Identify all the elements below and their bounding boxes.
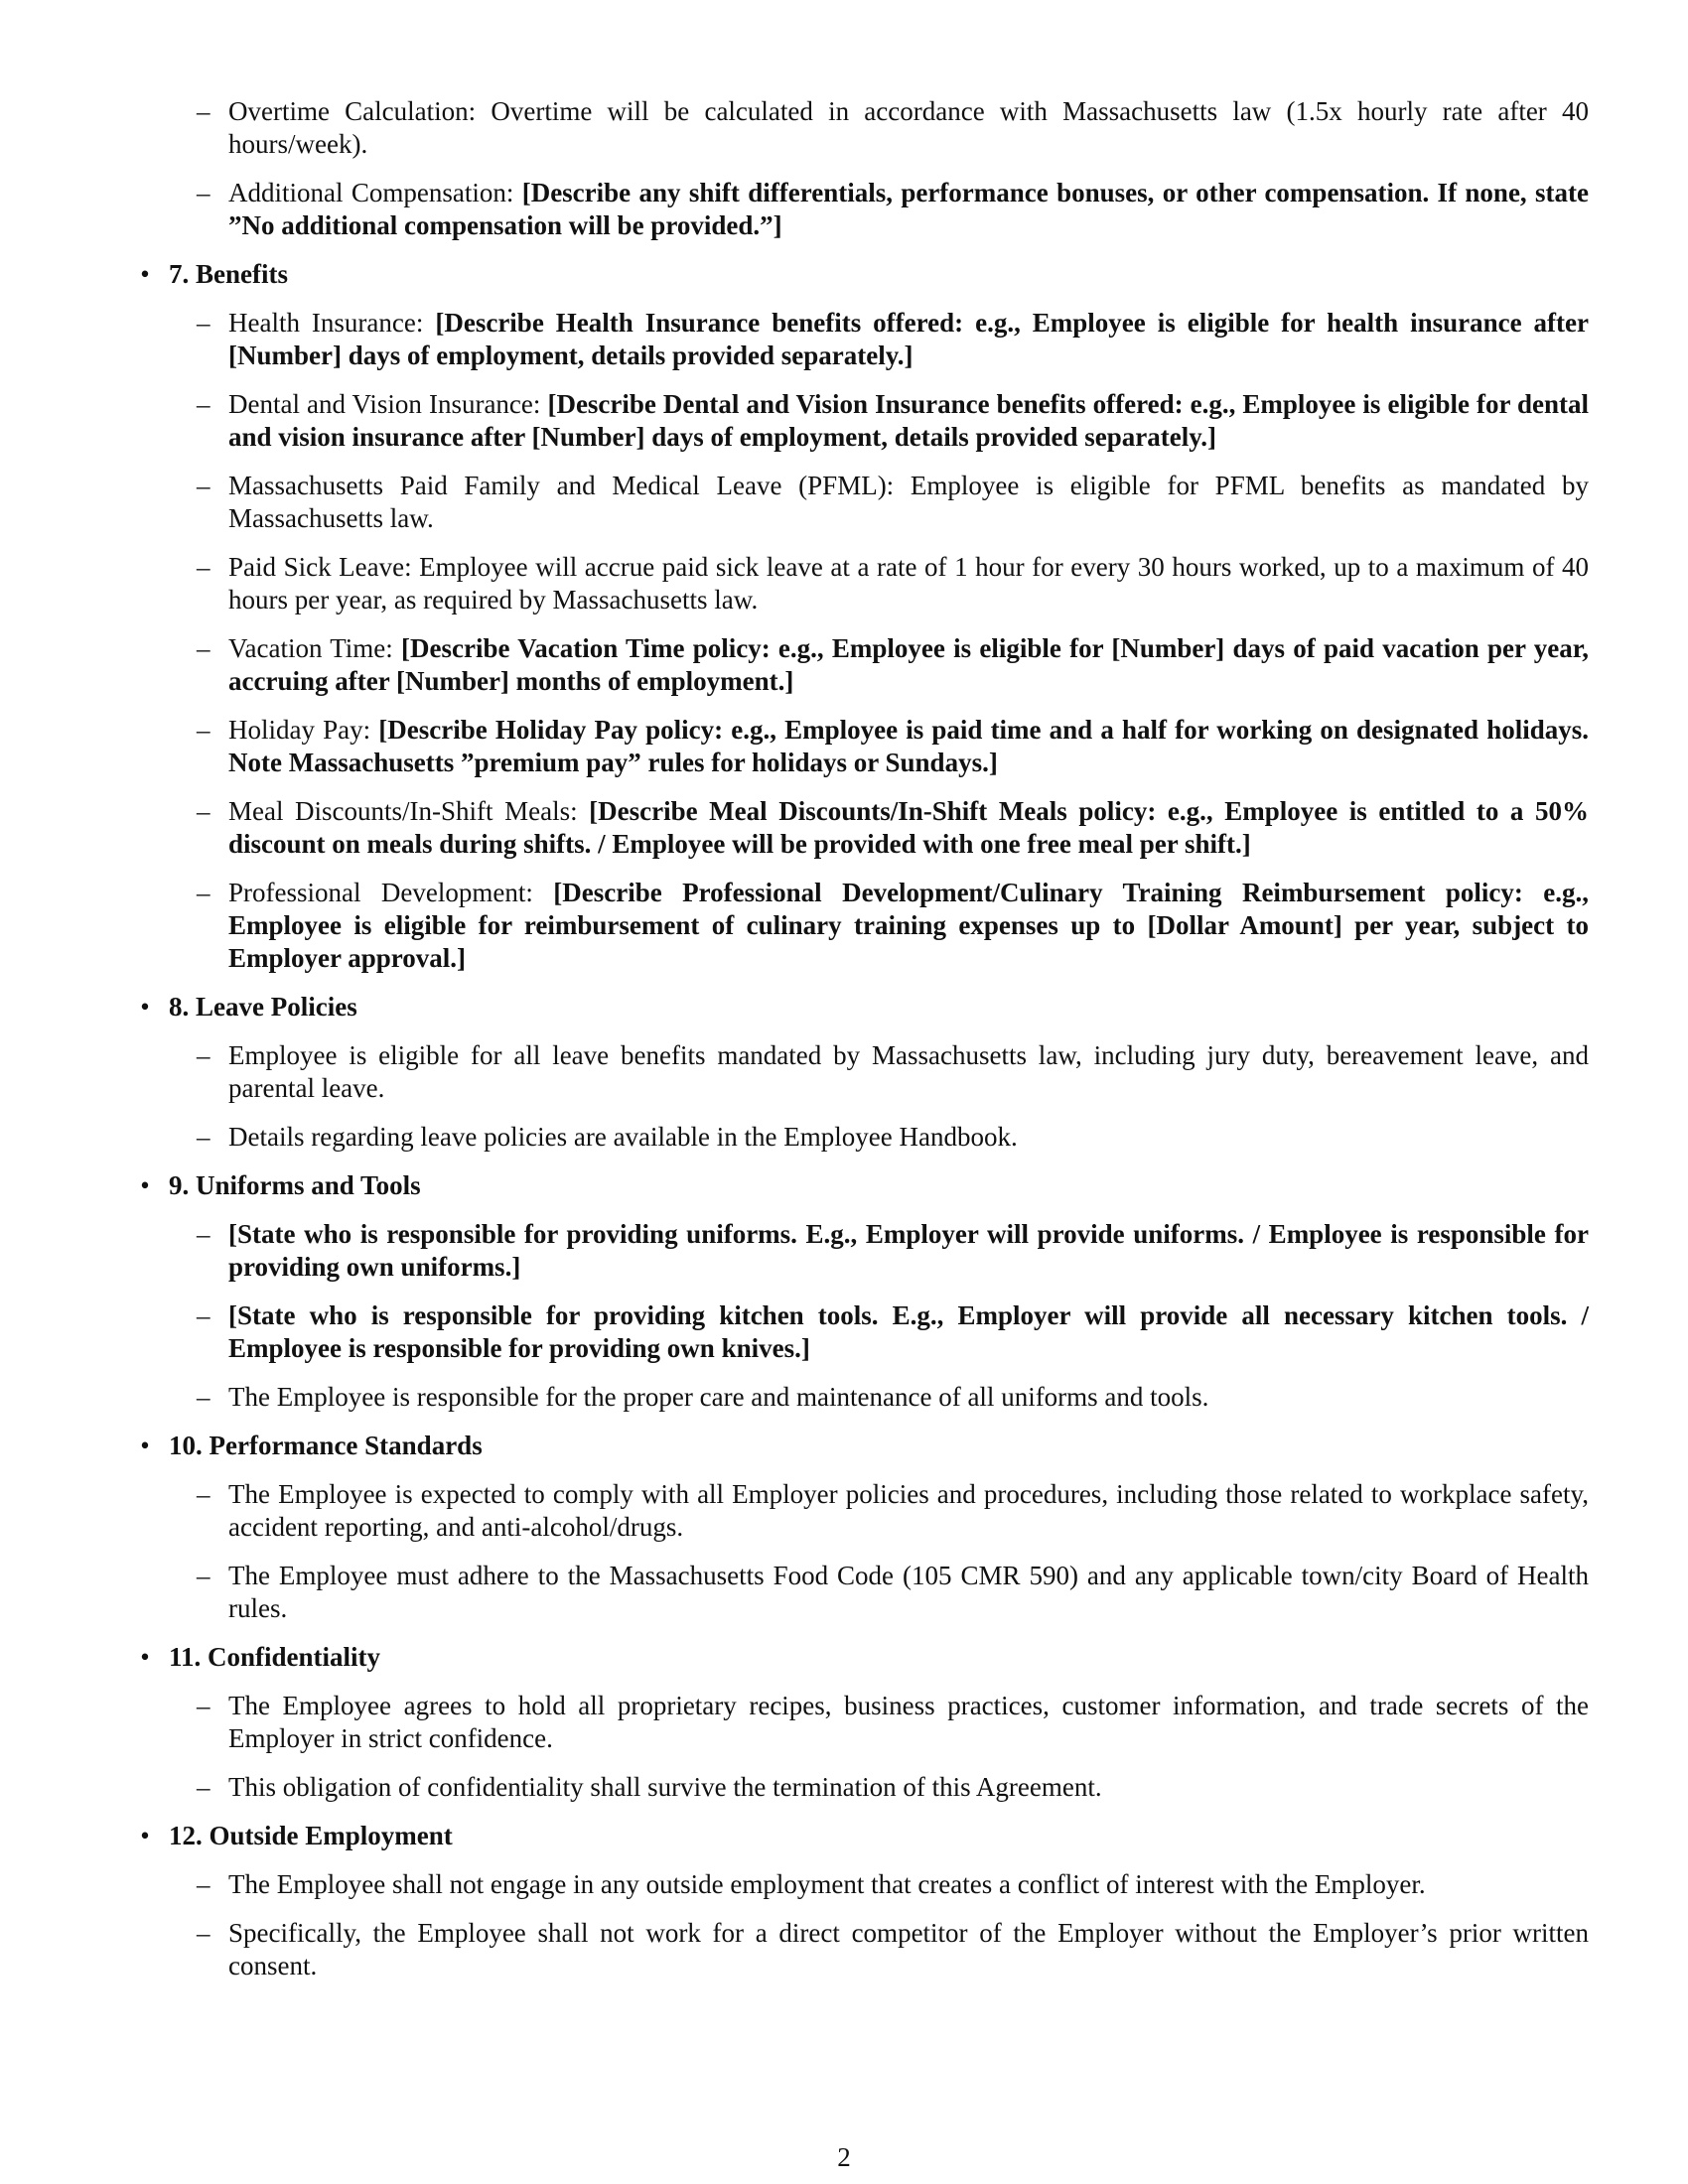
list-item — [135, 632, 1589, 698]
item-text: [Describe Vacation Time policy: e.g., Employee is eligible for [Number] days of paid vacation per year, accruing after [Number] months of employment.] — [228, 633, 1590, 696]
item-list — [135, 1478, 1589, 1625]
item-label: Vacation Time: — [228, 633, 393, 663]
item-label: Paid Sick Leave: — [228, 552, 412, 582]
item-text: [Describe Health Insurance benefits offered: e.g., Employee is eligible for health insurance after [Number] days of employment, details provided separately.] — [228, 308, 1590, 370]
dash-icon: – — [197, 878, 211, 907]
list-item — [135, 388, 1589, 454]
item-text: The Employee shall not engage in any outside employment that creates a conflict of interest with the Employer. — [228, 1869, 1426, 1899]
dash-icon: – — [197, 1479, 211, 1509]
item-text: [Describe Dental and Vision Insurance benefits offered: e.g., Employee is eligible for dental and vision insurance after [Number] days of employment, details provided separately.] — [228, 389, 1590, 452]
item-list — [135, 1218, 1589, 1414]
bullet-icon: • — [140, 1431, 150, 1460]
section-heading-text: 12. Outside Employment — [169, 1821, 453, 1850]
list-item — [135, 95, 1589, 161]
item-text: The Employee must adhere to the Massachusetts Food Code (105 CMR 590) and any applicable town/city Board of Health rules. — [228, 1561, 1589, 1623]
list-item — [135, 1771, 1589, 1804]
list-item — [135, 795, 1589, 861]
bullet-icon: • — [140, 1170, 150, 1200]
list-item — [135, 1299, 1589, 1365]
section-heading — [135, 1169, 1589, 1202]
document-body — [135, 95, 1589, 1998]
dash-icon: – — [197, 471, 211, 500]
section-heading-text: 10. Performance Standards — [169, 1431, 483, 1460]
section — [135, 1820, 1589, 1982]
list-item — [135, 177, 1589, 242]
section-heading — [135, 1820, 1589, 1852]
dash-icon: – — [197, 1219, 211, 1249]
section — [135, 991, 1589, 1154]
bullet-icon: • — [140, 1821, 150, 1850]
item-list — [135, 1690, 1589, 1804]
list-item — [135, 307, 1589, 372]
section-heading-text: 11. Confidentiality — [169, 1642, 381, 1672]
list-item — [135, 1218, 1589, 1284]
item-text: This obligation of confidentiality shall survive the termination of this Agreement. — [228, 1772, 1102, 1802]
dash-icon: – — [197, 178, 211, 207]
dash-icon: – — [197, 1772, 211, 1802]
list-item — [135, 1868, 1589, 1901]
item-text: Details regarding leave policies are available in the Employee Handbook. — [228, 1122, 1018, 1152]
section-heading-text: 8. Leave Policies — [169, 992, 357, 1022]
dash-icon: – — [197, 1122, 211, 1152]
item-text: The Employee is responsible for the proper care and maintenance of all uniforms and tools. — [228, 1382, 1209, 1412]
item-text: The Employee agrees to hold all proprietary recipes, business practices, customer information, and trade secrets of the Employer in strict confidence. — [228, 1691, 1589, 1753]
item-text: Massachusetts Paid Family and Medical Leave (PFML): Employee is eligible for PFML benefits as mandated by Massachusetts law. — [228, 471, 1589, 533]
item-text: [Describe any shift differentials, performance bonuses, or other compensation. If none, state ”No additional compensation will be provided.”] — [228, 178, 1590, 240]
list-item — [135, 714, 1589, 779]
item-text: Employee is eligible for all leave benefits mandated by Massachusetts law, including jury duty, bereavement leave, and parental leave. — [228, 1040, 1589, 1103]
section-heading — [135, 1641, 1589, 1674]
list-item — [135, 1039, 1589, 1105]
item-label: Holiday Pay: — [228, 715, 371, 745]
section — [135, 95, 1589, 242]
section — [135, 1169, 1589, 1414]
item-text: [Describe Meal Discounts/In-Shift Meals policy: e.g., Employee is entitled to a 50% discount on meals during shifts. / Employee will be provided with one free meal per shift.] — [228, 796, 1589, 859]
item-text: Specifically, the Employee shall not work for a direct competitor of the Employer without the Employer’s prior written consent. — [228, 1918, 1589, 1980]
bullet-icon: • — [140, 259, 150, 289]
list-item — [135, 1560, 1589, 1625]
dash-icon: – — [197, 1561, 211, 1590]
item-list — [135, 1868, 1589, 1982]
item-label: Overtime Calculation: — [228, 96, 477, 126]
dash-icon: – — [197, 1691, 211, 1720]
list-item — [135, 1690, 1589, 1755]
dash-icon: – — [197, 308, 211, 338]
item-list — [135, 1039, 1589, 1154]
item-text: Employee will accrue paid sick leave at a rate of 1 hour for every 30 hours worked, up to a maximum of 40 hours per year, as required by Massachusetts law. — [228, 552, 1590, 614]
dash-icon: – — [197, 715, 211, 745]
bullet-icon: • — [140, 992, 150, 1022]
list-item — [135, 1381, 1589, 1414]
bullet-icon: • — [140, 1642, 150, 1672]
section-heading — [135, 258, 1589, 291]
item-label: Additional Compensation: — [228, 178, 514, 207]
item-label: Professional Development: — [228, 878, 533, 907]
item-list — [135, 307, 1589, 975]
item-list — [135, 95, 1589, 242]
item-label: Health Insurance: — [228, 308, 424, 338]
item-label: Dental and Vision Insurance: — [228, 389, 541, 419]
dash-icon: – — [197, 796, 211, 826]
dash-icon: – — [197, 1382, 211, 1412]
list-item — [135, 470, 1589, 535]
list-item — [135, 551, 1589, 616]
item-text: [State who is responsible for providing kitchen tools. E.g., Employer will provide all necessary kitchen tools. / Employee is responsible for providing own knives.] — [228, 1300, 1589, 1363]
section — [135, 1430, 1589, 1625]
section-heading — [135, 1430, 1589, 1462]
list-item — [135, 1478, 1589, 1544]
section — [135, 1641, 1589, 1804]
section — [135, 258, 1589, 975]
item-label: Meal Discounts/In-Shift Meals: — [228, 796, 578, 826]
dash-icon: – — [197, 1040, 211, 1070]
dash-icon: – — [197, 389, 211, 419]
section-heading-text: 9. Uniforms and Tools — [169, 1170, 421, 1200]
item-text: [Describe Holiday Pay policy: e.g., Employee is paid time and a half for working on designated holidays. Note Massachusetts ”premium pay” rules for holidays or Sundays.] — [228, 715, 1589, 777]
item-text: The Employee is expected to comply with all Employer policies and procedures, including those related to workplace safety, accident reporting, and anti-alcohol/drugs. — [228, 1479, 1589, 1542]
item-text: [Describe Professional Development/Culinary Training Reimbursement policy: e.g., Employee is eligible for reimbursement of culinary training expenses up to [Dollar Amount] per year, subject to Employer approval.] — [228, 878, 1589, 973]
list-item — [135, 1121, 1589, 1154]
page-number: 2 — [837, 2142, 851, 2172]
list-item — [135, 877, 1589, 975]
dash-icon: – — [197, 1300, 211, 1330]
dash-icon: – — [197, 96, 211, 126]
section-heading-text: 7. Benefits — [169, 259, 288, 289]
dash-icon: – — [197, 552, 211, 582]
dash-icon: – — [197, 633, 211, 663]
item-text: Overtime will be calculated in accordance with Massachusetts law (1.5x hourly rate after 40 hours/week). — [228, 96, 1590, 159]
item-text: [State who is responsible for providing uniforms. E.g., Employer will provide uniforms. / Employee is responsible for providing own uniforms.] — [228, 1219, 1589, 1282]
dash-icon: – — [197, 1918, 211, 1948]
dash-icon: – — [197, 1869, 211, 1899]
section-heading — [135, 991, 1589, 1024]
list-item — [135, 1917, 1589, 1982]
